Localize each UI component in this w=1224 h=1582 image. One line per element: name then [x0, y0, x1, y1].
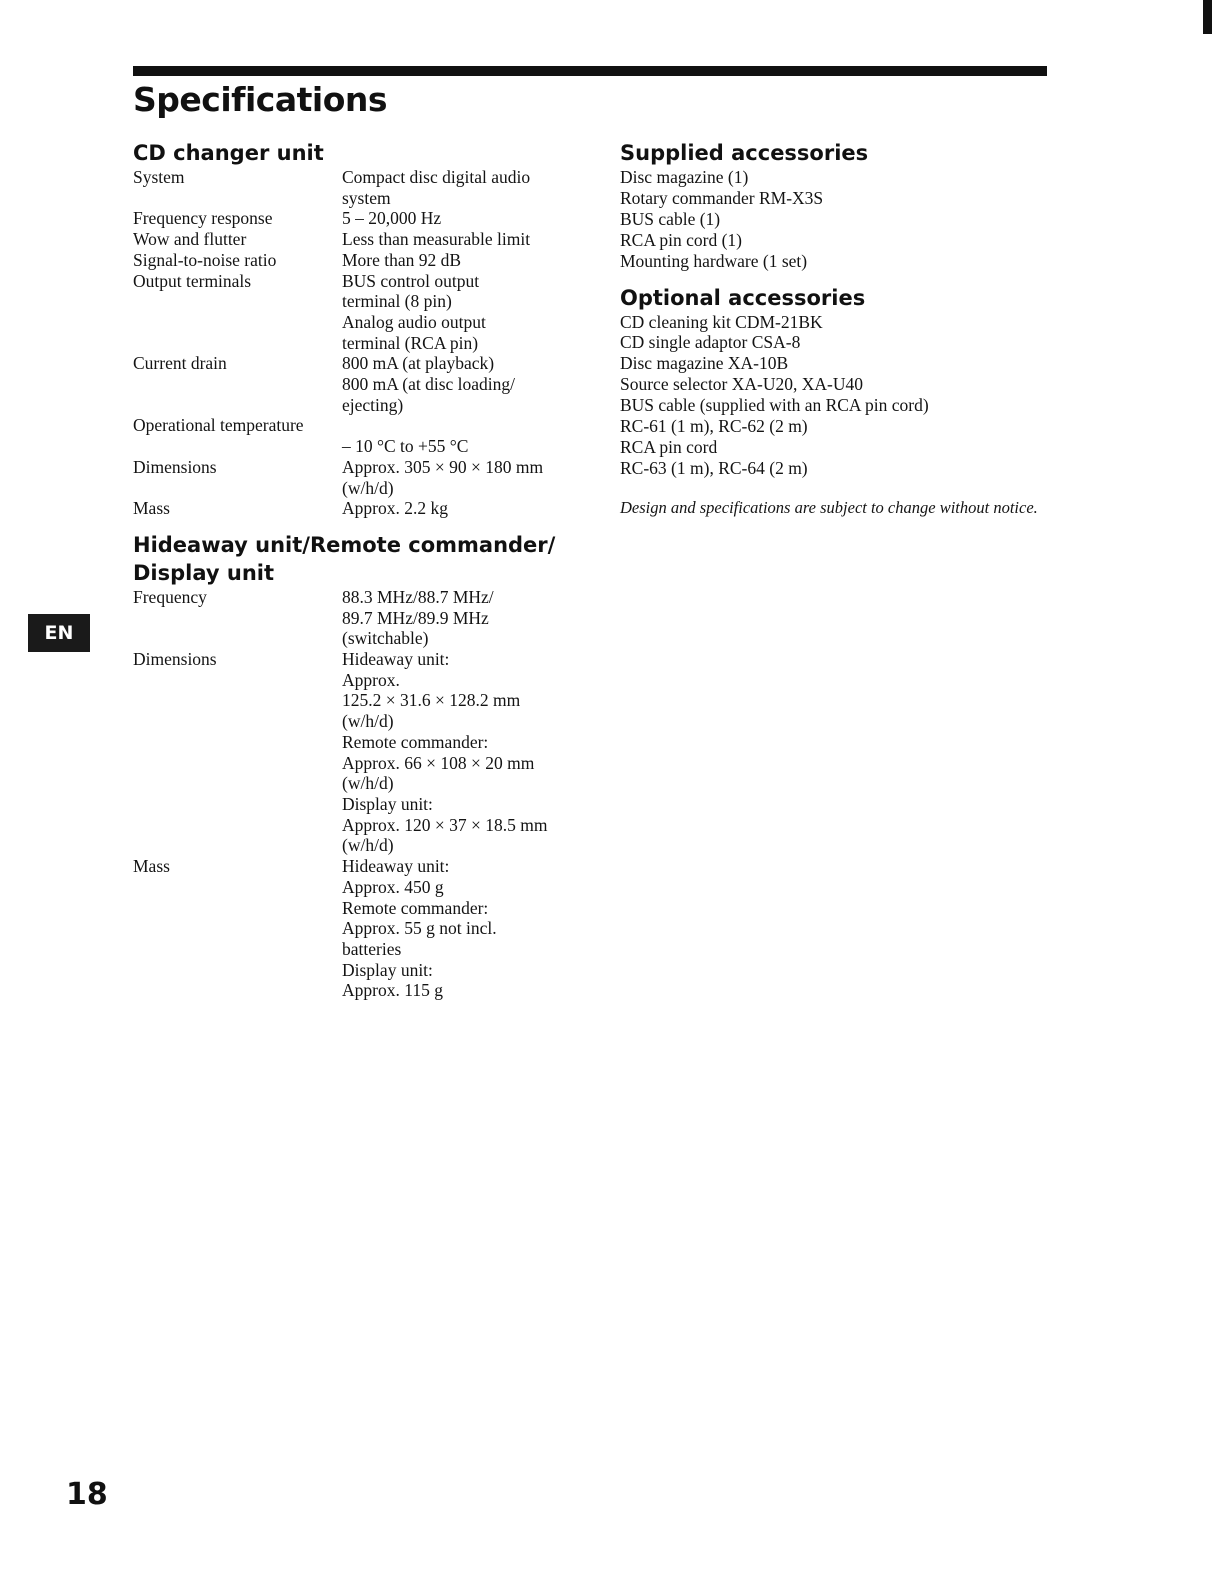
accessory-item: Mounting hardware (1 set)	[620, 250, 808, 271]
spec-value-line: Compact disc digital audio	[342, 167, 531, 187]
accessory-item: RCA pin cord (1)	[620, 229, 743, 250]
spec-value-line: batteries	[342, 938, 402, 959]
supplied-accessories-section	[620, 139, 1050, 272]
specifications-notice: Design and specifications are subject to change without notice.	[620, 497, 1038, 517]
spec-value-line: Remote commander:	[342, 897, 489, 918]
spec-label: Output terminals	[133, 270, 252, 291]
accessory-item: Rotary commander RM-X3S	[620, 187, 824, 208]
hideaway-heading	[133, 531, 583, 587]
spec-value-line: (w/h/d)	[342, 477, 394, 498]
spec-label: Mass	[133, 856, 170, 877]
spec-value-line: (w/h/d)	[342, 773, 394, 794]
spec-value-line: Analog audio output	[342, 311, 486, 332]
spec-label: Signal-to-noise ratio	[133, 249, 277, 270]
cd-changer-section	[133, 139, 583, 519]
spec-value-line: Display unit:	[342, 959, 433, 980]
spec-value-line: Approx.	[342, 669, 400, 690]
spec-value	[342, 208, 583, 229]
spec-value	[342, 353, 583, 415]
spec-value	[342, 498, 583, 519]
accessory-item: BUS cable (1)	[620, 208, 721, 229]
spec-value-line: system	[342, 187, 391, 208]
left-column	[133, 139, 583, 1001]
spec-value-line: 5 – 20,000 Hz	[342, 208, 442, 229]
spec-value-line: Hideaway unit:	[342, 856, 450, 877]
spec-value-line: Approx. 450 g	[342, 876, 444, 897]
spec-label: Frequency	[133, 586, 207, 607]
cd-changer-spec-table	[133, 167, 583, 519]
spec-value-line: 89.7 MHz/89.9 MHz	[342, 607, 489, 628]
language-tab: EN	[28, 614, 90, 652]
spec-value-line: BUS control output	[342, 270, 480, 291]
accessory-item: CD cleaning kit CDM-21BK	[620, 311, 823, 332]
spec-value-line: – 10 °C to +55 °C	[342, 436, 469, 457]
spec-value	[342, 457, 583, 498]
hideaway-section	[133, 531, 583, 1001]
supplied-accessories-list	[620, 167, 1050, 272]
spec-value-line: terminal (8 pin)	[342, 291, 452, 312]
spec-value-line: 88.3 MHz/88.7 MHz/	[342, 586, 494, 607]
hideaway-heading-line: Hideaway unit/Remote commander/	[133, 532, 556, 557]
spec-value-line: Hideaway unit:	[342, 649, 450, 670]
spec-value	[342, 649, 583, 856]
hideaway-spec-table	[133, 587, 583, 1001]
spec-value-line: Approx. 120 × 37 × 18.5 mm	[342, 814, 548, 835]
spec-label: Dimensions	[133, 649, 217, 670]
accessory-item: Disc magazine (1)	[620, 167, 749, 187]
spec-value-line: Display unit:	[342, 793, 433, 814]
cd-changer-heading: CD changer unit	[133, 141, 324, 165]
spec-value-line: (w/h/d)	[342, 711, 394, 732]
accessory-item: RC-61 (1 m), RC-62 (2 m)	[620, 416, 808, 437]
page-title: Specifications	[133, 80, 388, 119]
spec-value-line: Remote commander:	[342, 731, 489, 752]
spec-label: Mass	[133, 498, 170, 519]
corner-mark	[1203, 0, 1212, 34]
spec-value-line: 800 mA (at disc loading/	[342, 374, 516, 395]
optional-accessories-section	[620, 284, 1050, 479]
spec-value-line: Approx. 305 × 90 × 180 mm	[342, 456, 544, 477]
spec-value-line: ejecting)	[342, 394, 404, 415]
spec-label: System	[133, 167, 185, 187]
spec-value-line: Approx. 115 g	[342, 980, 443, 1001]
spec-value	[342, 587, 583, 649]
spec-value-line: terminal (RCA pin)	[342, 332, 479, 353]
spec-value	[342, 415, 583, 456]
spec-value-line: Approx. 55 g not incl.	[342, 918, 497, 939]
accessory-item: RCA pin cord	[620, 436, 718, 457]
spec-value-line: 125.2 × 31.6 × 128.2 mm	[342, 690, 521, 711]
accessory-item: Disc magazine XA-10B	[620, 353, 789, 374]
optional-accessories-list	[620, 312, 1050, 479]
spec-label: Dimensions	[133, 456, 217, 477]
supplied-accessories-heading: Supplied accessories	[620, 141, 869, 165]
spec-value	[342, 271, 583, 354]
accessory-item: CD single adaptor CSA-8	[620, 332, 801, 353]
spec-value-line: Approx. 2.2 kg	[342, 498, 448, 519]
top-rule	[133, 66, 1047, 76]
spec-label: Frequency response	[133, 208, 273, 229]
spec-value-line: Approx. 66 × 108 × 20 mm	[342, 752, 535, 773]
accessory-item: RC-63 (1 m), RC-64 (2 m)	[620, 457, 808, 478]
spec-value	[342, 856, 583, 1001]
spec-value-line: (switchable)	[342, 628, 429, 649]
spec-value	[342, 167, 583, 208]
spec-value-line: Less than measurable limit	[342, 229, 531, 250]
spec-value-line: 800 mA (at playback)	[342, 353, 495, 374]
spec-value	[342, 229, 583, 250]
accessory-item: BUS cable (supplied with an RCA pin cord)	[620, 395, 929, 416]
spec-value	[342, 250, 583, 271]
spec-value-line	[342, 415, 583, 436]
spec-label: Wow and flutter	[133, 229, 247, 250]
hideaway-heading-line: Display unit	[133, 560, 275, 585]
spec-value-line: (w/h/d)	[342, 835, 394, 856]
spec-label: Operational temperature	[133, 415, 304, 436]
page-number: 18	[66, 1477, 108, 1512]
spec-value-line: More than 92 dB	[342, 249, 462, 270]
optional-accessories-heading: Optional accessories	[620, 285, 866, 310]
right-column	[620, 139, 1050, 518]
accessory-item: Source selector XA-U20, XA-U40	[620, 374, 863, 395]
spec-label: Current drain	[133, 353, 227, 374]
